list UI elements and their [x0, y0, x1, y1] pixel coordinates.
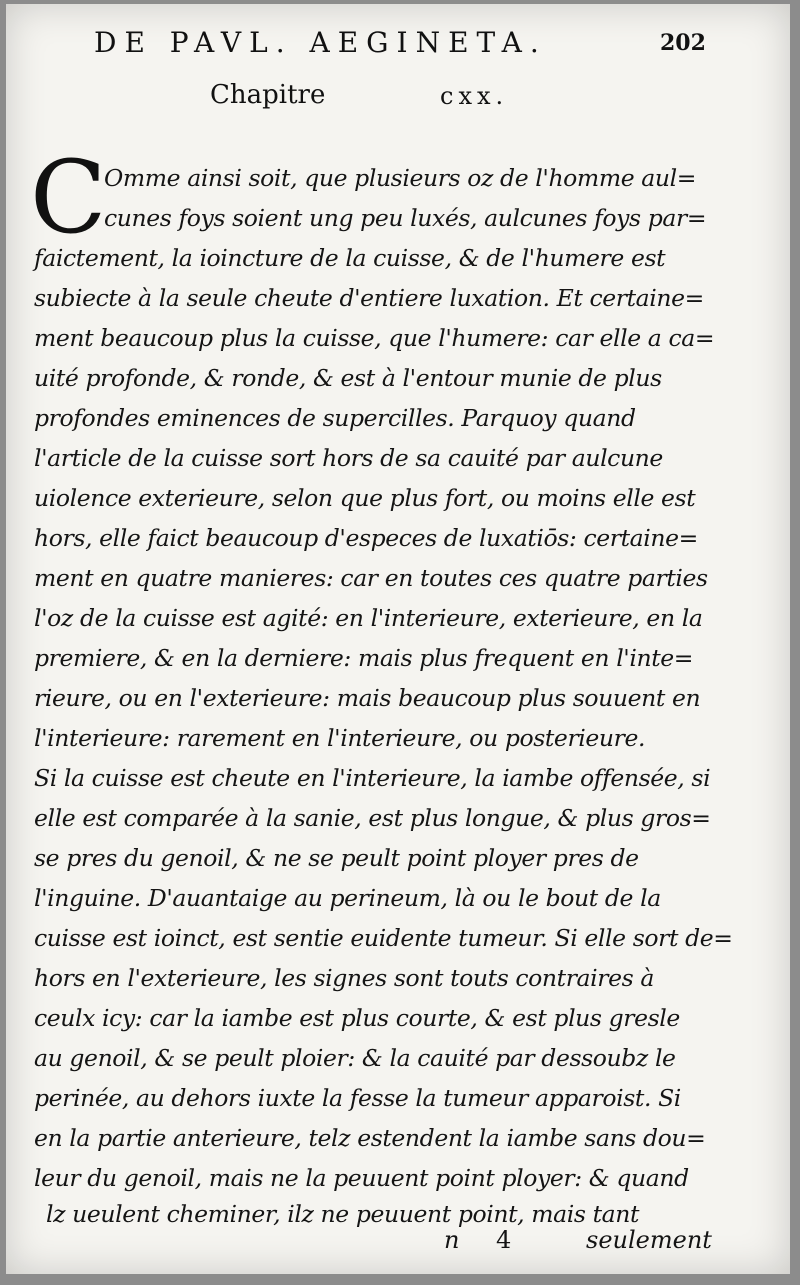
text-line: leur du genoil, mais ne la peuuent point ployer: & quand — [34, 1164, 689, 1192]
text-line: faictement, la ioincture de la cuisse, & de l'humere est — [34, 244, 666, 272]
chapter-heading: Chapitre — [210, 80, 326, 110]
signature-mark: n — [444, 1226, 460, 1254]
drop-cap: C — [30, 139, 107, 256]
text-line: elle est comparée à la sanie, est plus longue, & plus gros= — [34, 804, 711, 832]
text-line: premiere, & en la derniere: mais plus frequent en l'inte= — [34, 644, 694, 672]
text-line: ment en quatre manieres: car en toutes ces quatre parties — [34, 564, 708, 592]
text-line: en la partie anterieure, telz estendent la iambe sans dou= — [34, 1124, 706, 1152]
text-line: hors, elle faict beaucoup d'especes de luxatiōs: certaine= — [34, 524, 698, 552]
book-page — [6, 4, 790, 1274]
text-line: l'inguine. D'auantaige au perineum, là ou le bout de la — [34, 884, 661, 912]
text-line: profondes eminences de supercilles. Parquoy quand — [34, 404, 636, 432]
catchword: seulement — [586, 1226, 712, 1254]
text-line: Omme ainsi soit, que plusieurs oz de l'homme aul= — [104, 164, 697, 192]
text-line: perinée, au dehors iuxte la fesse la tumeur apparoist. Si — [34, 1084, 681, 1112]
text-line: au genoil, & se peult ploier: & la cauité par dessoubz le — [34, 1044, 676, 1072]
text-line: cuisse est ioinct, est sentie euidente tumeur. Si elle sort de= — [34, 924, 733, 952]
text-line: Si la cuisse est cheute en l'interieure, la iambe offensée, si — [34, 764, 711, 792]
text-line: cunes foys soient ung peu luxés, aulcunes foys par= — [104, 204, 707, 232]
text-line: l'interieure: rarement en l'interieure, ou posterieure. — [34, 724, 646, 752]
text-line: se pres du genoil, & ne se peult point ployer pres de — [34, 844, 639, 872]
text-line: subiecte à la seule cheute d'entiere luxation. Et certaine= — [34, 284, 704, 312]
text-line: ment beaucoup plus la cuisse, que l'humere: car elle a ca= — [34, 324, 715, 352]
text-line: lz ueulent cheminer, ilz ne peuuent point, mais tant — [46, 1200, 640, 1228]
text-line: l'article de la cuisse sort hors de sa cauité par aulcune — [34, 444, 663, 472]
text-line: ceulx icy: car la iambe est plus courte, & est plus gresle — [34, 1004, 680, 1032]
signature-number: 4 — [496, 1226, 512, 1254]
chapter-number: cxx. — [440, 82, 509, 110]
running-head: DE PAVL. AEGINETA. — [94, 26, 547, 59]
text-line: l'oz de la cuisse est agité: en l'interieure, exterieure, en la — [34, 604, 703, 632]
text-line: uité profonde, & ronde, & est à l'entour munie de plus — [34, 364, 662, 392]
page-number: 202 — [660, 30, 706, 56]
text-line: hors en l'exterieure, les signes sont touts contraires à — [34, 964, 654, 992]
text-line: uiolence exterieure, selon que plus fort, ou moins elle est — [34, 484, 696, 512]
text-line: rieure, ou en l'exterieure: mais beaucoup plus souuent en — [34, 684, 701, 712]
